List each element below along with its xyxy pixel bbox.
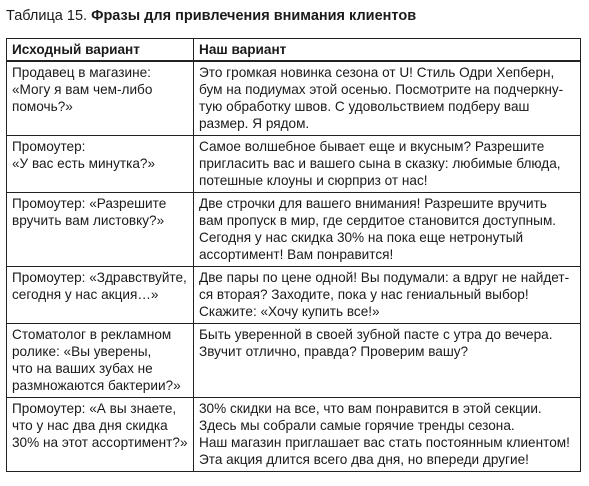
table-header-row xyxy=(7,39,581,62)
cell-original: Промоутер: «Разрешите вручить вам листовку?» xyxy=(7,193,194,267)
table-row xyxy=(7,136,581,193)
cell-original: Стоматолог в рекламном ролике: «Вы уверены, что на ваших зубах не размножаются бактерии?» xyxy=(7,324,194,398)
table-title: Фразы для привлечения внимания клиентов xyxy=(91,8,417,24)
phrases-table xyxy=(6,38,581,472)
header-our-variant: Наш вариант xyxy=(194,39,581,62)
table-row xyxy=(7,61,581,136)
cell-original: Продавец в магазине: «Могу я вам чем-либо помочь?» xyxy=(7,61,194,136)
cell-original: Промоутер: «У вас есть минутка?» xyxy=(7,136,194,193)
cell-ours: Самое волшебное бывает еще и вкусным? Разрешите пригласить вас и вашего сына в сказку: любимые блюда, потешные клоуны и сюрприз от нас! xyxy=(194,136,581,193)
cell-ours: Две строчки для вашего внимания! Разрешите вручить вам пропуск в мир, где сердитое становится доступным. Сегодня у нас скидка 30% на пока еще нетронутый ассортимент! Вам понравится! xyxy=(194,193,581,267)
cell-ours: 30% скидки на все, что вам понравится в этой секции. Здесь мы собрали самые горячие тренды сезона. Наш магазин приглашает вас стать постоянным клиентом! Эта акция длится всего два дня, но впереди другие! xyxy=(194,398,581,472)
table-number: Таблица 15. xyxy=(6,8,92,24)
table-row xyxy=(7,398,581,472)
header-original-variant: Исходный вариант xyxy=(7,39,194,62)
table-row xyxy=(7,267,581,324)
cell-original: Промоутер: «Здравствуйте, сегодня у нас акция…» xyxy=(7,267,194,324)
cell-ours: Две пары по цене одной! Вы подумали: а вдруг не найдет- ся вторая? Заходите, пока у нас гениальный выбор! Скажите: «Хочу купить все!» xyxy=(194,267,581,324)
cell-ours: Это громкая новинка сезона от U! Стиль Одри Хепберн, бум на подиумах этой осенью. Посмотрите на подчеркну- тую обработку швов. С удовольствием подберу ваш размер. Я рядом. xyxy=(194,61,581,136)
cell-original: Промоутер: «А вы знаете, что у нас два дня скидка 30% на этот ассортимент?» xyxy=(7,398,194,472)
table-row xyxy=(7,324,581,398)
table-caption xyxy=(6,6,581,26)
table-row xyxy=(7,193,581,267)
cell-ours: Быть уверенной в своей зубной пасте с утра до вечера. Звучит отлично, правда? Проверим вашу? xyxy=(194,324,581,398)
